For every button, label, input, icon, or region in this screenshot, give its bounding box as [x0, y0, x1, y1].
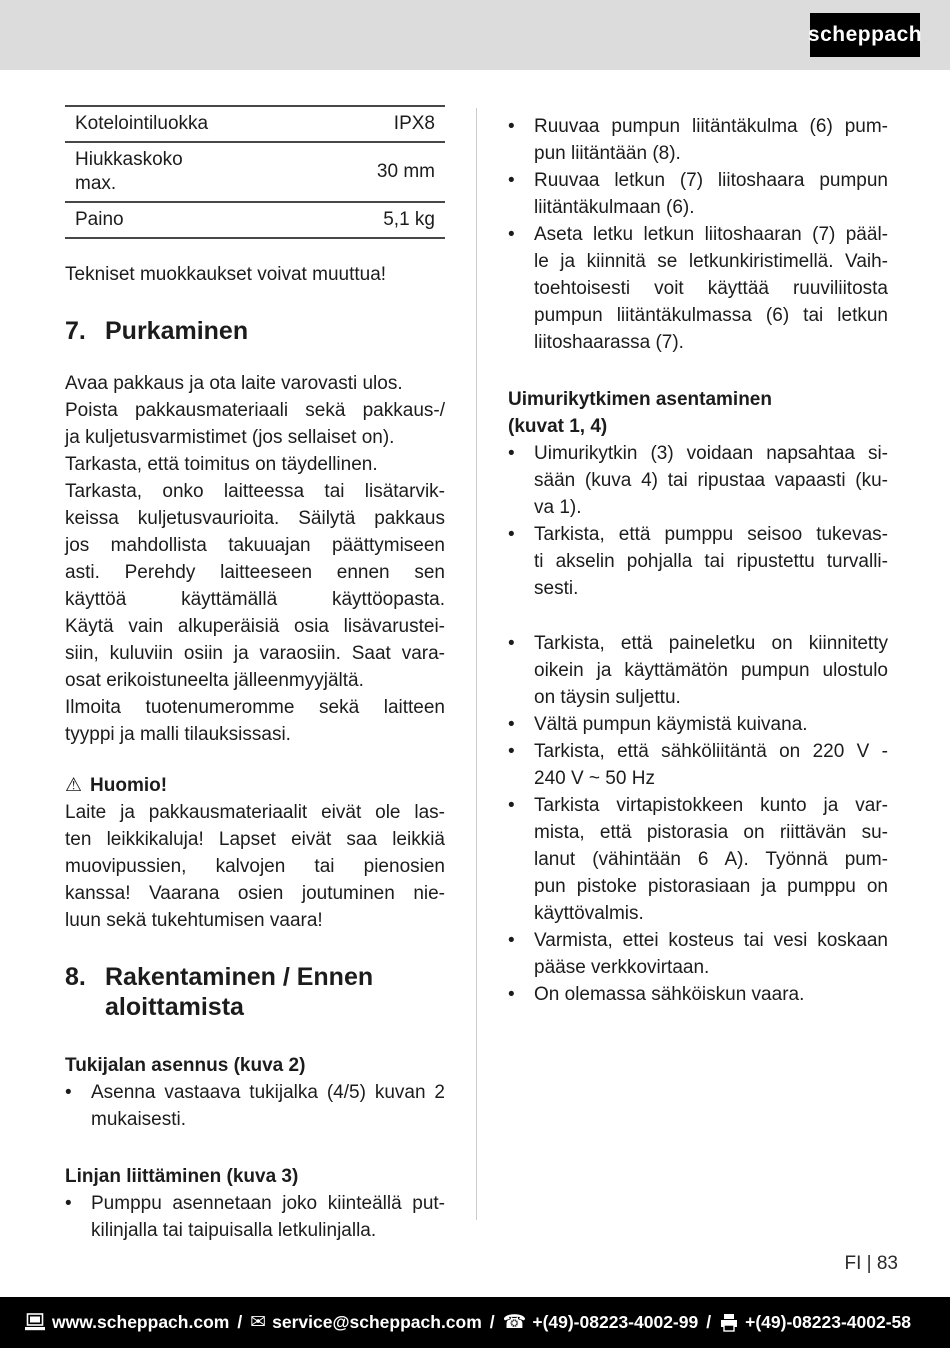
bullet-list: [508, 440, 888, 602]
scheppach-logo: scheppach: [810, 13, 920, 57]
footer-email-link[interactable]: service@scheppach.com: [272, 1312, 482, 1332]
text-line: Vältä pumpun käymistä kuivana.: [534, 714, 808, 735]
table-cell-label: [75, 208, 383, 232]
text-line: mukaisesti.: [91, 1109, 187, 1130]
sub-heading: [65, 1163, 445, 1190]
text-line: va 1).: [534, 497, 582, 518]
bullet-text: [91, 1190, 445, 1244]
section-number: 7.: [65, 317, 86, 345]
sub-heading: [508, 386, 888, 440]
text-line: Tarkista, että sähköliitäntä on 220 V -: [534, 741, 888, 762]
section-number: 8.: [65, 963, 86, 991]
warning-heading: [65, 772, 445, 799]
text-line: On olemassa sähköiskun vaara.: [534, 984, 805, 1005]
text-line: ja kuljetusvarmistimet (jos sellaiset on).: [65, 427, 395, 448]
bullet-icon: •: [508, 714, 515, 735]
bullet-icon: •: [65, 1193, 72, 1214]
footer-website-link[interactable]: www.scheppach.com: [52, 1312, 230, 1332]
text-line: Avaa pakkaus ja ota laite varovasti ulos.: [65, 373, 403, 394]
text-line: pumpun liitäntäkulmassa (6) tai letkun: [534, 305, 888, 326]
text-line: käyttövalmis.: [534, 903, 644, 924]
text-line: Rakentaminen / Ennen: [105, 963, 374, 991]
footer-bar: [0, 1297, 950, 1348]
bullet-icon: •: [65, 1082, 72, 1103]
bullet-item: [508, 221, 888, 356]
text-line: Laite ja pakkausmateriaalit eivät ole las-: [65, 802, 445, 823]
text-line: lanut (vähintään 6 A). Työnnä pum-: [534, 849, 888, 870]
section-heading: [65, 316, 445, 346]
bullet-text: [534, 927, 888, 981]
bullet-text: [534, 440, 888, 521]
text-line: liitäntäkulmaan (6).: [534, 197, 695, 218]
text-line: kilinjalla tai taipuisalla letkulinjalla.: [91, 1220, 377, 1241]
bullet-item: [508, 167, 888, 221]
bullet-text: [534, 521, 888, 602]
text-line: keissa kuljetusvaurioita. Säilytä pakkaus: [65, 508, 445, 529]
text-line: Tarkista virtapistokkeen kunto ja var-: [534, 795, 888, 816]
bullet-text: [534, 738, 888, 792]
text-line: mista, että pistorasia on riittävän su-: [534, 822, 888, 843]
text-line: Ruuvaa pumpun liitäntäkulma (6) pum-: [534, 116, 888, 137]
paragraph: [65, 451, 445, 478]
bullet-icon: •: [508, 116, 515, 137]
text-line: aloittamista: [105, 993, 244, 1021]
text-line: ti akselin pohjalla tai ripustettu turvalli-: [534, 551, 888, 572]
phone-icon: ☎: [502, 1312, 527, 1333]
footer-separator: /: [237, 1312, 243, 1332]
text-line: sään (kuva 4) tai ripustaa vapaasti (ku-: [534, 470, 888, 491]
text-line: Varmista, ettei kosteus tai vesi koskaan: [534, 930, 888, 951]
text-line: Käytä vain alkuperäisiä osia lisävarustei-: [65, 616, 445, 637]
footer-phone: +(49)-08223-4002-99: [532, 1312, 699, 1332]
spacer: [508, 602, 888, 630]
bullet-list: [508, 630, 888, 1008]
table-cell-label: [75, 112, 394, 136]
bullet-icon: •: [508, 930, 515, 951]
spec-table: [65, 105, 445, 239]
bullet-list: [65, 1190, 445, 1244]
bullet-icon: •: [508, 443, 515, 464]
left-column: [65, 105, 445, 1244]
table-cell-value: 30 mm: [376, 161, 435, 182]
bullet-item: [508, 440, 888, 521]
text-line: luun sekä tukehtumisen vaara!: [65, 910, 323, 931]
text-line: siin, kuluviin osiin ja varaosiin. Saat vara-: [65, 643, 445, 664]
envelope-icon: ✉: [250, 1312, 267, 1333]
text-line: (kuvat 1, 4): [508, 416, 608, 437]
text-line: Asenna vastaava tukijalka (4/5) kuvan 2: [91, 1082, 445, 1103]
fax-icon: [719, 1313, 739, 1332]
bullet-text: [534, 630, 888, 711]
paragraph: [65, 370, 445, 397]
text-line: Ruuvaa letkun (7) liitoshaara pumpun: [534, 170, 888, 191]
text-line: tyyppi ja malli tilauksissasi.: [65, 724, 291, 745]
table-row: [65, 107, 445, 143]
bullet-icon: •: [508, 633, 515, 654]
text-line: Aseta letku letkun liitoshaaran (7) pääl-: [534, 224, 888, 245]
bullet-text: [534, 221, 888, 356]
text-line: Tarkista, että paineletku on kiinnitetty: [534, 633, 888, 654]
bullet-item: [65, 1190, 445, 1244]
text-line: pun liitäntään (8).: [534, 143, 681, 164]
text-line: on täysin suljettu.: [534, 687, 681, 708]
warning-icon: ⚠: [65, 775, 83, 796]
bullet-item: [508, 981, 888, 1008]
table-cell-value: 5,1 kg: [383, 209, 435, 230]
section-title: [105, 962, 373, 1022]
text-line: käyttöä käyttämällä käyttöopasta.: [65, 589, 445, 610]
text-line: Tukijalan asennus (kuva 2): [65, 1055, 306, 1076]
text-line: muovipussien, kalvojen tai pienosien: [65, 856, 445, 877]
text-line: pun pistoke pistorasiaan ja pumppu on: [534, 876, 888, 897]
paragraph: [65, 478, 445, 694]
text-line: Tarkasta, että toimitus on täydellinen.: [65, 454, 378, 475]
text-line: Linjan liittäminen (kuva 3): [65, 1166, 299, 1187]
bullet-list: [65, 1079, 445, 1133]
text-line: Kotelointiluokka: [75, 113, 209, 134]
bullet-item: [508, 630, 888, 711]
paragraph: [65, 694, 445, 748]
bullet-item: [508, 927, 888, 981]
bullet-text: [534, 167, 888, 221]
text-line: Tarkasta, onko laitteessa tai lisätarvik-: [65, 481, 445, 502]
bullet-icon: •: [508, 741, 515, 762]
computer-icon: [24, 1313, 46, 1332]
text-line: Uimurikytkin (3) voidaan napsahtaa si-: [534, 443, 888, 464]
text-line: liitoshaarassa (7).: [534, 332, 684, 353]
bullet-item: [508, 711, 888, 738]
text-block: [65, 261, 445, 288]
text-line: Poista pakkausmateriaali sekä pakkaus-/: [65, 400, 445, 421]
bullet-icon: •: [508, 524, 515, 545]
footer-separator: /: [489, 1312, 495, 1332]
text-line: toehtoisesti voit käyttää ruuviliitosta: [534, 278, 888, 299]
right-column: [508, 105, 888, 1008]
section-title: [105, 316, 248, 346]
bullet-item: [508, 792, 888, 927]
text-line: kanssa! Vaarana osien joutuminen nie-: [65, 883, 445, 904]
bullet-item: [508, 113, 888, 167]
text-line: osat erikoistuneelta jälleenmyyjältä.: [65, 670, 364, 691]
bullet-list: [508, 113, 888, 356]
bullet-icon: •: [508, 795, 515, 816]
paragraph: [65, 397, 445, 451]
bullet-text: [534, 711, 888, 738]
bullet-text: [534, 981, 888, 1008]
warning-title: Huomio!: [90, 775, 168, 796]
bullet-item: [65, 1079, 445, 1133]
text-line: max.: [75, 173, 117, 194]
section-heading: [65, 962, 445, 1022]
bullet-text: [91, 1079, 445, 1133]
text-line: Tekniset muokkaukset voivat muuttua!: [65, 264, 387, 285]
bullet-icon: •: [508, 984, 515, 1005]
page-number: FI | 83: [844, 1253, 898, 1274]
text-line: sesti.: [534, 578, 579, 599]
table-cell-value: IPX8: [393, 113, 435, 134]
bullet-text: [534, 792, 888, 927]
text-line: Pumppu asennetaan joko kiinteällä put-: [91, 1193, 445, 1214]
text-line: jos mahdollista takuuajan päättymiseen: [65, 535, 445, 556]
text-line: Ilmoita tuotenumeromme sekä laitteen: [65, 697, 445, 718]
text-line: asti. Perehdy laitteeseen ennen sen: [65, 562, 445, 583]
bullet-item: [508, 738, 888, 792]
bullet-text: [534, 113, 888, 167]
table-row: [65, 143, 445, 203]
text-line: le ja kiinnitä se letkunkiristimellä. Vaih-: [534, 251, 888, 272]
text-line: Purkaminen: [105, 317, 249, 345]
table-row: [65, 203, 445, 239]
text-line: Tarkista, että pumppu seisoo tukevas-: [534, 524, 888, 545]
footer-fax: +(49)-08223-4002-58: [745, 1312, 911, 1332]
bullet-icon: •: [508, 224, 515, 245]
sub-heading: [65, 1052, 445, 1079]
bullet-icon: •: [508, 170, 515, 191]
text-line: Paino: [75, 209, 124, 230]
bullet-item: [508, 521, 888, 602]
text-line: oikein ja käyttämätön pumpun ulostulo: [534, 660, 888, 681]
table-cell-label: [75, 148, 377, 196]
column-divider: [476, 108, 477, 1220]
text-line: 240 V ~ 50 Hz: [534, 768, 655, 789]
text-line: pääse verkkovirtaan.: [534, 957, 710, 978]
paragraph: [65, 799, 445, 934]
header-bar: [0, 0, 950, 70]
text-line: Uimurikytkimen asentaminen: [508, 389, 772, 410]
text-line: Hiukkaskoko: [75, 149, 183, 170]
text-line: ten leikkikaluja! Lapset eivät saa leikkiä: [65, 829, 445, 850]
footer-separator: /: [706, 1312, 712, 1332]
